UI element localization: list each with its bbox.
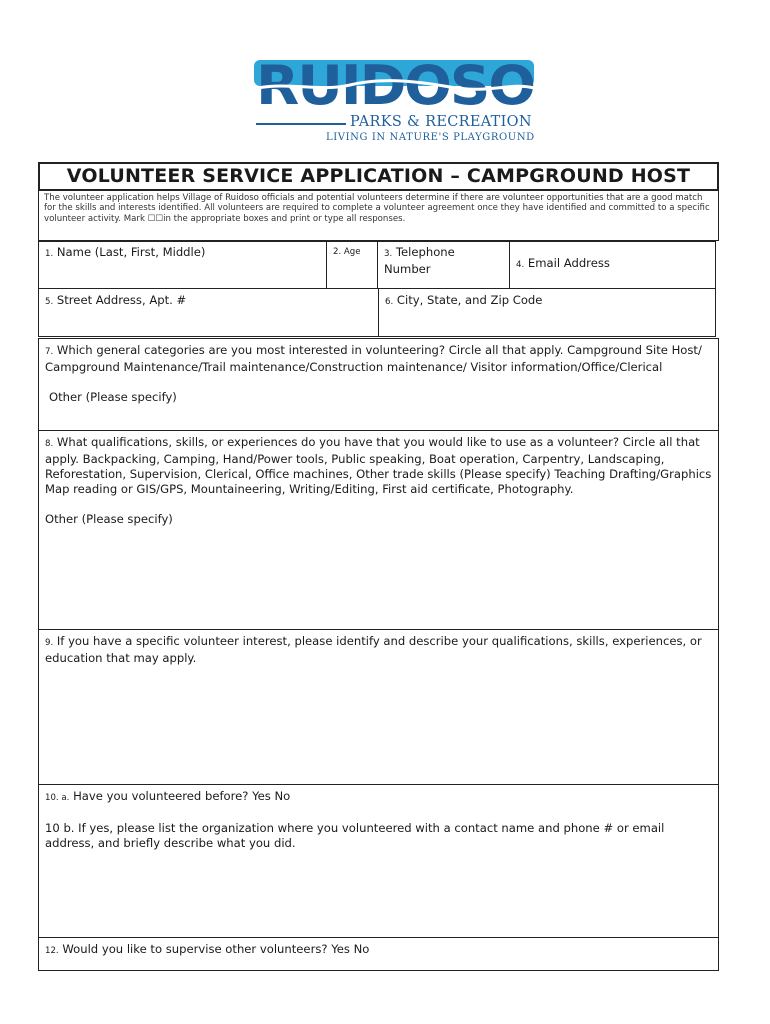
form-title: VOLUNTEER SERVICE APPLICATION – CAMPGROUND HOST <box>38 162 719 191</box>
question-9-text <box>45 634 712 666</box>
field-street-number: 5. <box>45 297 54 307</box>
question-12-text <box>45 942 712 959</box>
field-city-number: 6. <box>385 297 394 307</box>
field-age-label: 2. Age <box>333 247 361 257</box>
question-7-prompt: Which general categories are you most interested in volunteering? Circle all that apply. Campground Site Host/ Campground Maintenance/Trail maintenance/Construction maintenance/ Visitor information/Office/Clerical <box>45 343 702 375</box>
question-9-box[interactable] <box>38 629 719 785</box>
question-10b-number: 10 b. <box>45 821 75 836</box>
logo-parks-recreation: PARKS & RECREATION <box>350 114 532 130</box>
logo-wordmark-text: RUIDOSO <box>256 54 535 114</box>
field-street-address[interactable] <box>38 288 379 337</box>
question-10a-number: 10. a. <box>45 793 70 803</box>
field-name-number: 1. <box>45 249 54 259</box>
question-10a-text <box>45 789 712 806</box>
question-7-number: 7. <box>45 347 54 357</box>
field-email[interactable] <box>509 241 716 289</box>
question-8-number: 8. <box>45 439 54 449</box>
field-telephone-number: 3. <box>384 249 393 259</box>
question-8-box[interactable] <box>38 430 719 630</box>
question-10a-prompt: Have you volunteered before? Yes No <box>69 789 291 803</box>
question-8-text <box>45 435 712 497</box>
field-street-label: Street Address, Apt. # <box>53 293 187 307</box>
logo-rule <box>256 123 346 125</box>
question-12-prompt: Would you like to supervise other volunteers? Yes No <box>58 942 370 956</box>
ruidoso-logo <box>250 52 540 144</box>
field-name[interactable] <box>38 241 327 289</box>
question-7-text <box>45 343 712 375</box>
logo-slogan: LIVING IN NATURE'S PLAYGROUND <box>326 132 535 143</box>
field-email-label: Email Address <box>524 256 610 270</box>
form-intro: The volunteer application helps Village of Ruidoso officials and potential volunteers determine if there are volunteer opportunities that are a good match for the skills and interests identified. All volunteers are required to complete a volunteer agreement once they have identified and committed to a specific volunteer activity. Mark ☐☐in the appropriate boxes and print or type all responses. <box>38 191 719 241</box>
field-telephone[interactable] <box>377 241 510 289</box>
question-10-box[interactable] <box>38 784 719 938</box>
question-8-prompt: What qualifications, skills, or experiences do you have that you would like to use as a volunteer? Circle all that apply. Backpacking, Camping, Hand/Power tools, Public speaking, Boat operation, Carpentry, Landscaping, Reforestation, Supervision, Clerical, Office machines, Other trade skills (Please specify) Teaching Drafting/Graphics Map reading or GIS/GPS, Mountaineering, Writing/Editing, First aid certificate, Photography. <box>45 435 712 497</box>
field-city-label: City, State, and Zip Code <box>393 293 543 307</box>
logo-wordmark-graphic <box>250 52 540 114</box>
question-10b-prompt: If yes, please list the organization where you volunteered with a contact name and phone # or email address, and briefly describe what you did. <box>45 821 665 851</box>
logo-tagline-row <box>250 114 540 132</box>
logo-wordmark <box>250 52 540 114</box>
field-telephone-label: Telephone Number <box>384 245 455 276</box>
question-9-number: 9. <box>45 638 54 648</box>
field-age[interactable] <box>326 241 378 289</box>
field-city-state-zip[interactable] <box>378 288 716 337</box>
question-8-other: Other (Please specify) <box>45 512 173 527</box>
question-10b-text <box>45 821 712 851</box>
question-12-box[interactable] <box>38 937 719 971</box>
question-12-number: 12. <box>45 946 59 956</box>
question-7-other: Other (Please specify) <box>49 390 177 405</box>
question-7-box[interactable] <box>38 338 719 431</box>
field-name-label: Name (Last, First, Middle) <box>53 245 206 259</box>
question-9-prompt: If you have a specific volunteer interest, please identify and describe your qualifications, skills, experiences, or education that may apply. <box>45 634 702 666</box>
field-email-number: 4. <box>516 260 525 270</box>
